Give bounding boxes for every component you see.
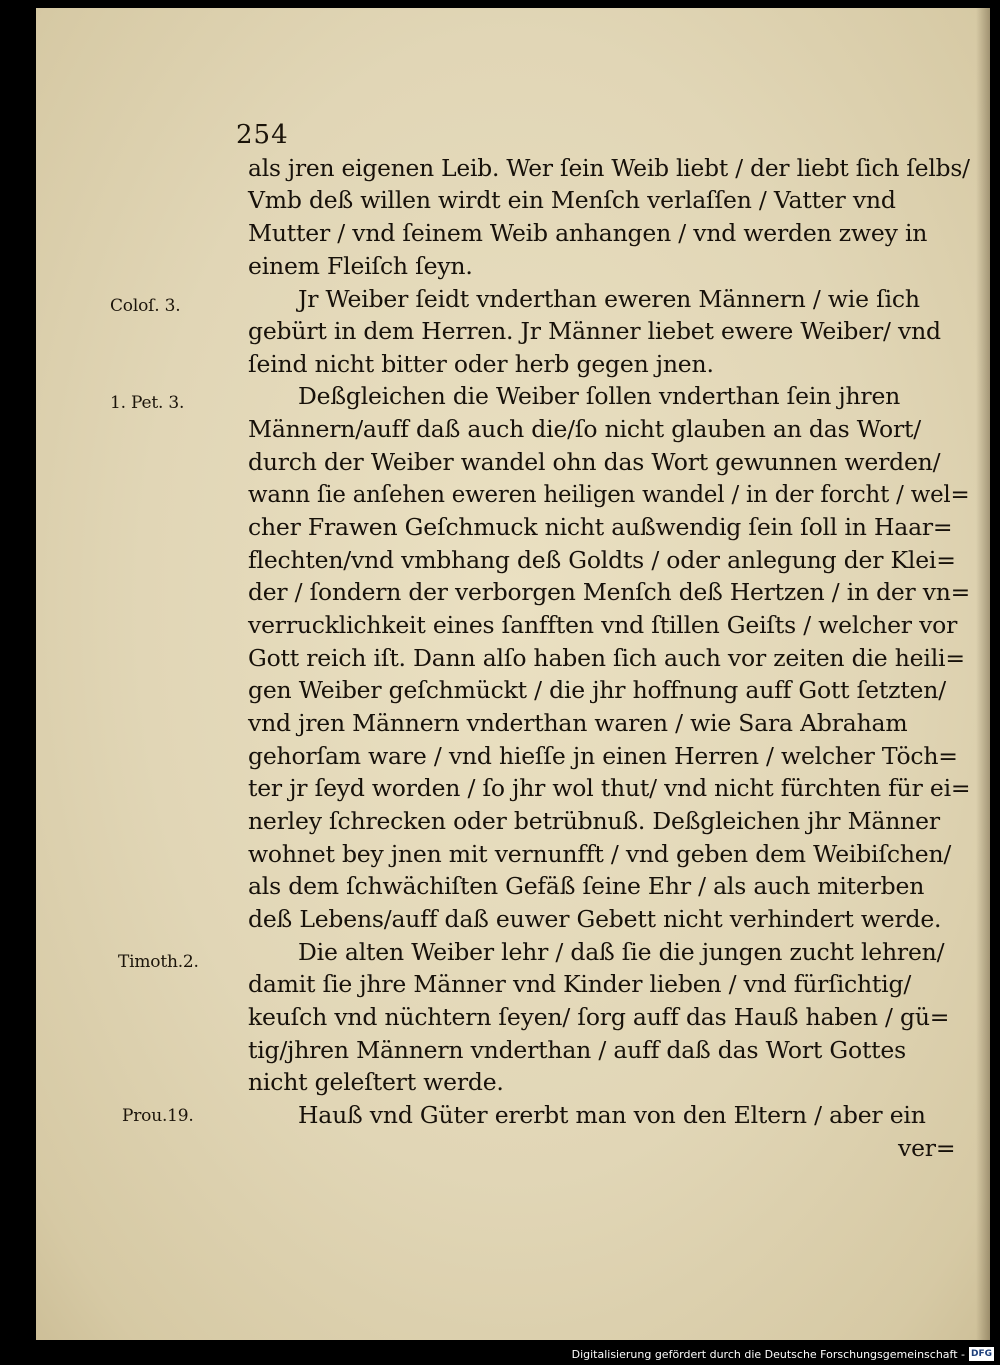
text-line: damit ſie jhre Männer vnd Kinder lieben / vnd fürſichtig/ — [248, 970, 912, 998]
text-line: Männern/auff daß auch die/ſo nicht glauben an das Wort/ — [248, 415, 922, 443]
text-line: verrucklichkeit eines ſanfften vnd ſtillen Geiſts / welcher vor — [248, 611, 958, 639]
scanned-page — [36, 8, 990, 1340]
text-line: tig/jhren Männern vnderthan / auff daß das Wort Gottes — [248, 1036, 906, 1064]
text-line: als jren eigenen Leib. Wer ſein Weib liebt / der liebt ſich ſelbs/ — [248, 154, 970, 182]
page-edge-shadow — [976, 8, 990, 1340]
catchword: ver= — [898, 1134, 956, 1162]
text-line: keuſch vnd nüchtern ſeyen/ ſorg auff das Hauß haben / gü= — [248, 1003, 950, 1031]
text-line: vnd jren Männern vnderthan waren / wie Sara Abraham — [248, 709, 908, 737]
text-line: der / ſondern der verborgen Menſch deß Hertzen / in der vn= — [248, 578, 971, 606]
dfg-logo: DFG — [970, 1349, 992, 1359]
text-line: nicht geleſtert werde. — [248, 1068, 504, 1096]
text-line: Deßgleichen die Weiber ſollen vnderthan ſein jhren — [298, 382, 901, 410]
text-line: gen Weiber geſchmückt / die jhr hoffnung auff Gott ſetzten/ — [248, 676, 946, 704]
text-line: Die alten Weiber lehr / daß ſie die jungen zucht lehren/ — [298, 938, 945, 966]
text-line: als dem ſchwächiſten Gefäß ſeine Ehr / als auch miterben — [248, 872, 925, 900]
text-line: Vmb deß willen wirdt ein Menſch verlaſſen / Vatter vnd — [248, 186, 896, 214]
text-line: deß Lebens/auff daß euwer Gebett nicht verhindert werde. — [248, 905, 942, 933]
text-line: cher Frawen Geſchmuck nicht außwendig ſein ſoll in Haar= — [248, 513, 953, 541]
margin-note-colossians: Coloſ. 3. — [110, 296, 181, 316]
text-line: gebürt in dem Herren. Jr Männer liebet ewere Weiber/ vnd — [248, 317, 941, 345]
text-line: gehorſam ware / vnd hieſſe jn einen Herren / welcher Töch= — [248, 742, 958, 770]
margin-note-proverbs: Prou.19. — [122, 1106, 194, 1126]
footer-text: Digitalisierung gefördert durch die Deutsche Forschungsgemeinschaft - — [571, 1347, 965, 1361]
text-line: ſeind nicht bitter oder herb gegen jnen. — [248, 350, 714, 378]
text-line: nerley ſchrecken oder betrübnuß. Deßgleichen jhr Männer — [248, 807, 940, 835]
page-number: 254 — [236, 120, 289, 150]
text-line: durch der Weiber wandel ohn das Wort gewunnen werden/ — [248, 448, 941, 476]
text-line: wann ſie anſehen eweren heiligen wandel / in der forcht / wel= — [248, 480, 970, 508]
text-line: flechten/vnd vmbhang deß Goldts / oder anlegung der Klei= — [248, 546, 956, 574]
text-line: wohnet bey jnen mit vernunfft / vnd geben dem Weibiſchen/ — [248, 840, 952, 868]
text-line: Hauß vnd Güter ererbt man von den Eltern / aber ein — [298, 1101, 926, 1129]
text-line: Gott reich iſt. Dann alſo haben ſich auch vor zeiten die heili= — [248, 644, 965, 672]
text-line: Mutter / vnd ſeinem Weib anhangen / vnd werden zwey in — [248, 219, 928, 247]
footer-credit — [572, 1346, 994, 1362]
text-line: einem Fleiſch ſeyn. — [248, 252, 473, 280]
text-line: ter jr ſeyd worden / ſo jhr wol thut/ vnd nicht fürchten für ei= — [248, 774, 971, 802]
text-line: Jr Weiber ſeidt vnderthan eweren Männern / wie ſich — [298, 285, 920, 313]
margin-note-timothy: Timoth.2. — [118, 952, 199, 972]
margin-note-peter: 1. Pet. 3. — [110, 393, 185, 413]
